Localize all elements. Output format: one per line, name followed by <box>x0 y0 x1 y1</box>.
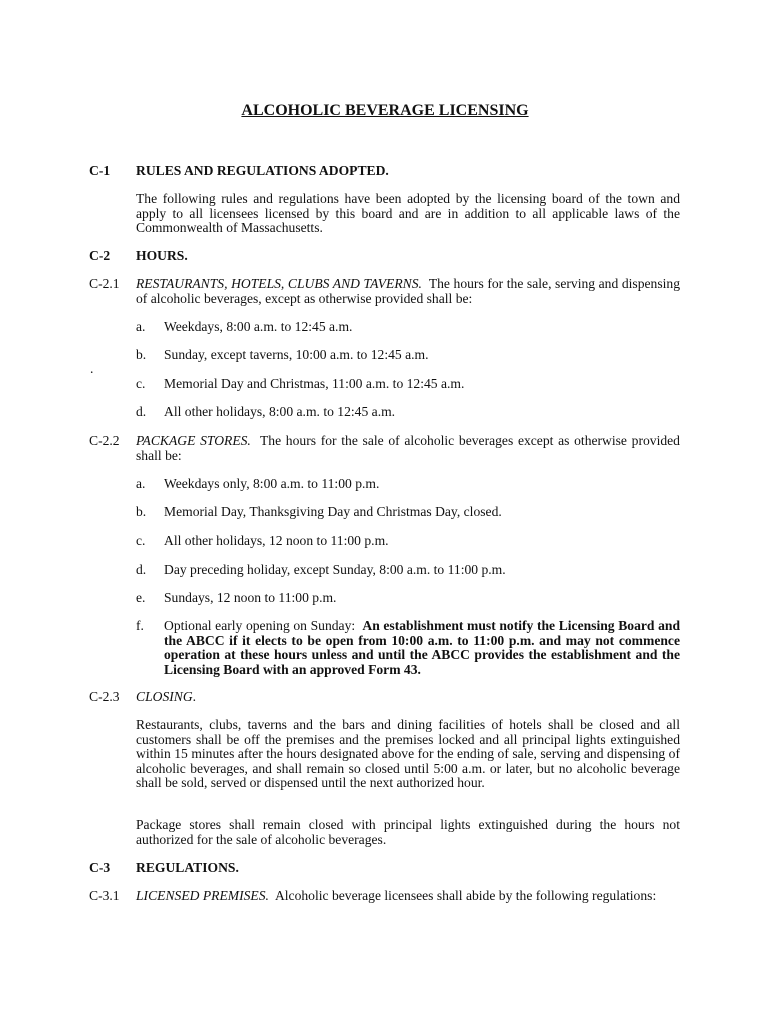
list-item-letter: a. <box>136 319 146 334</box>
list-item-letter: d. <box>136 562 147 577</box>
section-body-c31: Alcoholic beverage licensees shall abide by the following regulations: <box>274 888 657 903</box>
list-item-letter: b. <box>136 504 147 519</box>
list-item: Weekdays only, 8:00 a.m. to 11:00 p.m. <box>164 476 380 491</box>
section-number-c31: C-3.1 <box>89 888 120 903</box>
list-item: All other holidays, 8:00 a.m. to 12:45 a.m. <box>164 404 396 419</box>
list-item-letter: a. <box>136 476 146 491</box>
section-lead-c21: RESTAURANTS, HOTELS, CLUBS AND TAVERNS. <box>136 276 422 291</box>
section-paragraph-c23-2: Package stores shall remain closed with principal lights extinguished during the hours not authorized for the sale of alcoholic beverages. <box>136 817 680 847</box>
section-number-c22: C-2.2 <box>89 433 120 448</box>
list-item-letter: c. <box>136 533 146 548</box>
list-item-letter: c. <box>136 376 146 391</box>
section-heading-c3: REGULATIONS. <box>136 860 239 875</box>
section-text-c31 <box>136 889 680 904</box>
section-text-c1: The following rules and regulations have been adopted by the licensing board of the town and apply to all licensees licensed by this board and are in addition to all applicable laws of the Commonwealth of Massachusetts. <box>136 191 680 236</box>
section-body-c22: The hours for the sale of alcoholic beverages except as otherwise provided shall be: <box>136 433 680 463</box>
list-item: Memorial Day, Thanksgiving Day and Christmas Day, closed. <box>164 504 502 519</box>
list-item: Day preceding holiday, except Sunday, 8:00 a.m. to 11:00 p.m. <box>164 562 506 577</box>
list-item-bold-notice: An establishment must notify the Licensing Board and the ABCC if it elects to be open from 10:00 a.m. to 11:00 p.m. and may not commence operation at these hours unless and until the ABCC provides the establishment and the Licensing Board with an approved Form 43. <box>164 618 680 677</box>
list-item-letter: e. <box>136 590 146 605</box>
list-item-lead: Optional early opening on Sunday: <box>164 618 356 633</box>
section-lead-punct: . <box>192 689 197 704</box>
section-text-c23 <box>136 690 680 705</box>
list-item-letter: d. <box>136 404 147 419</box>
stray-dot: . <box>90 361 94 376</box>
section-text-c21 <box>136 277 680 306</box>
section-heading-c1: RULES AND REGULATIONS ADOPTED. <box>136 163 389 178</box>
list-item-letter: f. <box>136 618 144 633</box>
list-item: All other holidays, 12 noon to 11:00 p.m. <box>164 533 389 548</box>
section-lead-c31: LICENSED PREMISES. <box>136 888 269 903</box>
list-item: Sunday, except taverns, 10:00 a.m. to 12:45 a.m. <box>164 347 429 362</box>
list-item <box>164 619 680 677</box>
page-title: ALCOHOLIC BEVERAGE LICENSING <box>241 102 529 119</box>
list-item: Weekdays, 8:00 a.m. to 12:45 a.m. <box>164 319 353 334</box>
list-item: Sundays, 12 noon to 11:00 p.m. <box>164 590 337 605</box>
section-lead-c23: CLOSING <box>136 689 193 704</box>
section-paragraph-c23-1: Restaurants, clubs, taverns and the bars and dining facilities of hotels shall be closed and all customers shall be off the premises and the premises locked and all principal lights extinguished within 15 minutes after the hours designated above for the ending of sale, serving and dispensing of alcoholic beverages, and shall remain so closed until 5:00 a.m. or later, but no alcoholic beverage shall be sold, served or dispensed until the next authorized hour. <box>136 717 680 791</box>
section-text-c22 <box>136 434 680 463</box>
list-item: Memorial Day and Christmas, 11:00 a.m. to 12:45 a.m. <box>164 376 465 391</box>
section-number-c23: C-2.3 <box>89 689 120 704</box>
section-lead-c22: PACKAGE STORES. <box>136 433 251 448</box>
section-number-c21: C-2.1 <box>89 276 120 291</box>
section-heading-c2: HOURS. <box>136 248 188 263</box>
list-item-letter: b. <box>136 347 147 362</box>
section-number-c2: C-2 <box>89 248 111 263</box>
section-body-c21: The hours for the sale, serving and dispensing of alcoholic beverages, except as otherwise provided shall be: <box>136 276 680 306</box>
section-number-c1: C-1 <box>89 163 111 178</box>
section-number-c3: C-3 <box>89 860 111 875</box>
